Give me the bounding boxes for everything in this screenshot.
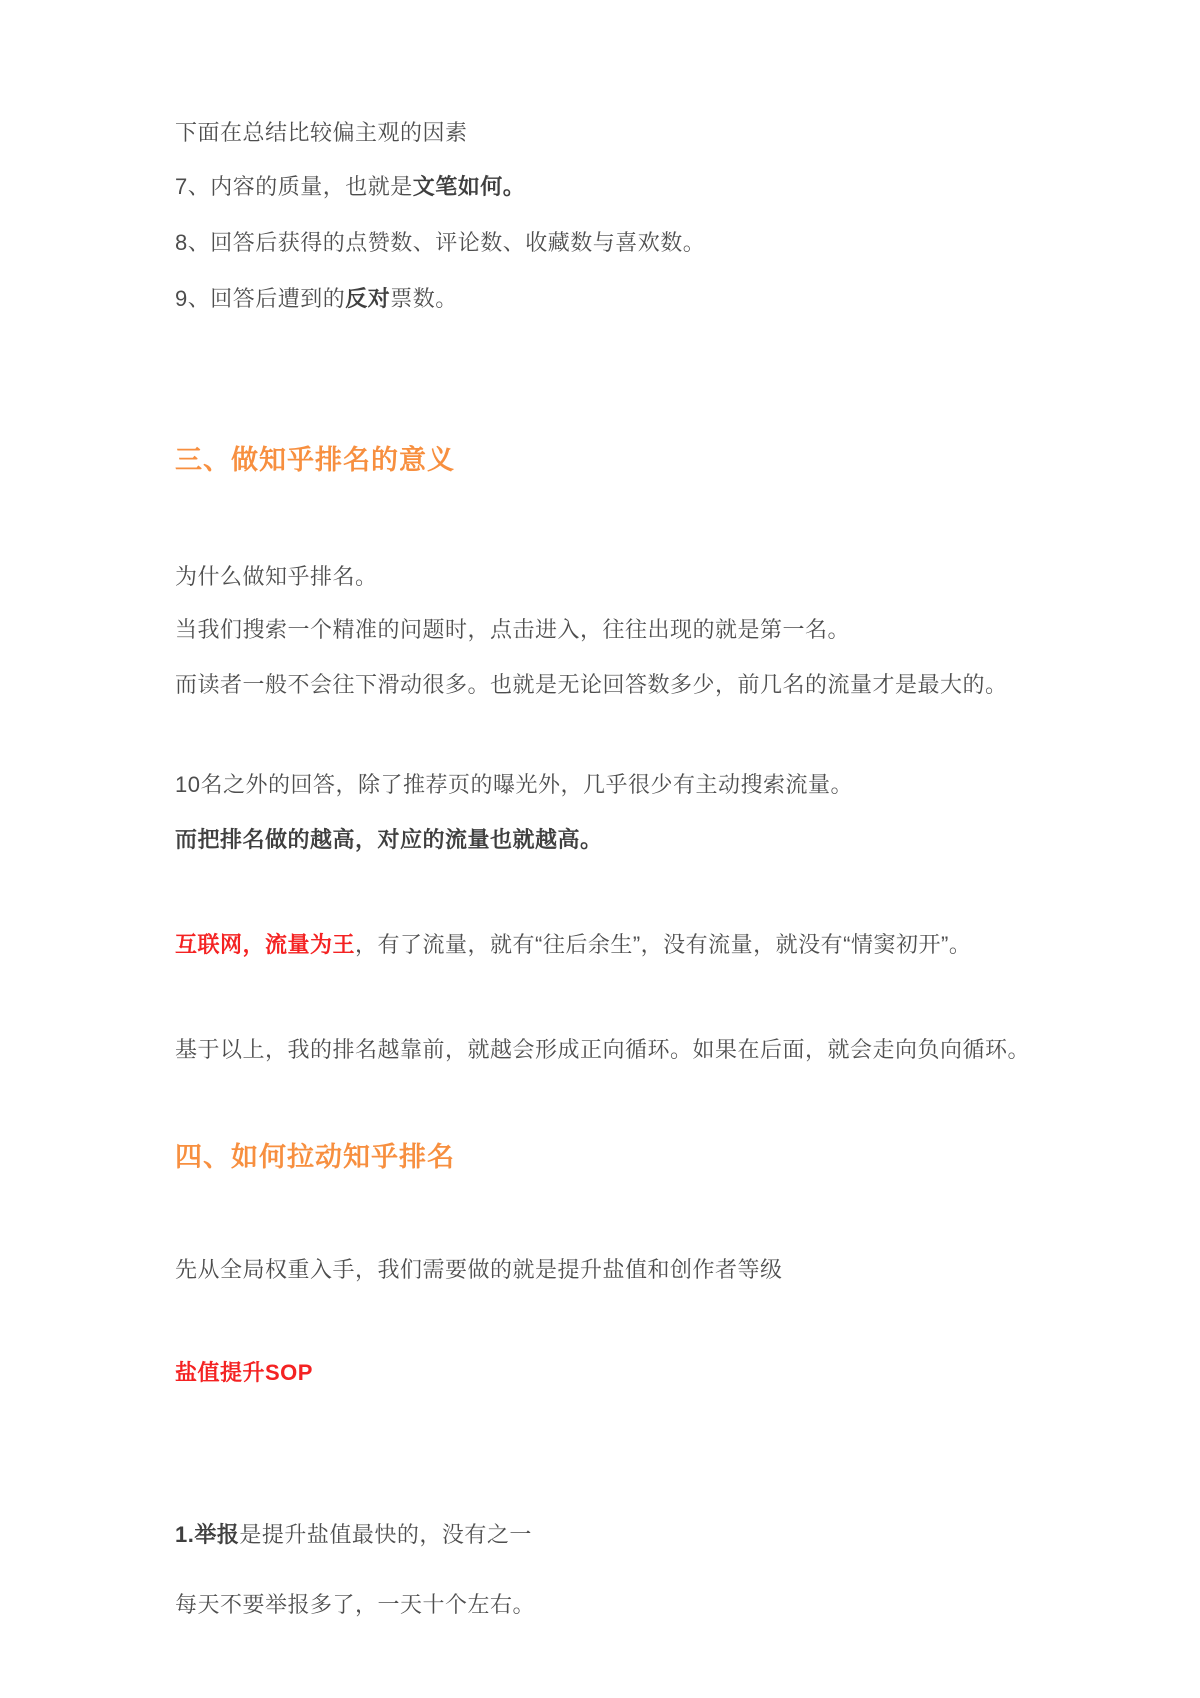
paragraph-subjective-intro <box>175 118 1130 148</box>
text-run: 下面在总结比较偏主观的因素 <box>175 120 468 145</box>
paragraph-traffic-is-king <box>175 930 1130 960</box>
paragraph-report-fastest <box>175 1520 1130 1550</box>
paragraph-higher-rank <box>175 825 1130 855</box>
list-item-9 <box>175 284 1130 314</box>
bold-text-run: 而把排名做的越高，对应的流量也就越高。 <box>175 827 603 852</box>
list-item-8 <box>175 228 1130 258</box>
text-run: 而读者一般不会往下滑动很多。也就是无论回答数多少，前几名的流量才是最大的。 <box>175 672 1008 697</box>
bold-text-run: 1.举报 <box>175 1522 240 1547</box>
text-run: 是提升盐值最快的，没有之一 <box>239 1522 532 1547</box>
section-heading-4: 四、如何拉动知乎排名 <box>175 1142 455 1172</box>
paragraph-positive-cycle <box>175 1035 1130 1065</box>
text-run: 8、回答后获得的点赞数、评论数、收藏数与喜欢数。 <box>175 230 706 255</box>
list-item-7 <box>175 172 1130 202</box>
paragraph-readers-scroll <box>175 670 1130 700</box>
text-run: 9、回答后遭到的 <box>175 286 346 311</box>
bold-text-run: 文笔如何。 <box>412 174 526 199</box>
text-run: 7、内容的质量，也就是 <box>175 174 413 199</box>
paragraph-report-limit <box>175 1590 1130 1620</box>
text-run: 基于以上，我的排名越靠前，就越会形成正向循环。如果在后面，就会走向负向循环。 <box>175 1037 1031 1062</box>
red-bold-text-run: 互联网，流量为王 <box>175 932 356 957</box>
text-run: 每天不要举报多了，一天十个左右。 <box>175 1592 536 1617</box>
text-run: 为什么做知乎排名。 <box>175 564 378 589</box>
text-run: 10名之外的回答，除了推荐页的曝光外，几乎很少有主动搜索流量。 <box>175 772 853 797</box>
section-heading-3: 三、做知乎排名的意义 <box>175 445 455 475</box>
text-run: ，有了流量，就有“往后余生”，没有流量，就没有“情窦初开”。 <box>355 932 972 957</box>
paragraph-global-weight <box>175 1255 1130 1285</box>
text-run: 当我们搜索一个精准的问题时，点击进入，往往出现的就是第一名。 <box>175 617 851 642</box>
bold-text-run: 反对 <box>345 286 391 311</box>
paragraph-salt-value-sop <box>175 1358 1130 1388</box>
paragraph-beyond-top10 <box>175 770 1130 800</box>
text-run: 票数。 <box>390 286 458 311</box>
paragraph-search-first <box>175 615 1130 645</box>
paragraph-why-ranking <box>175 562 1130 592</box>
text-run: 先从全局权重入手，我们需要做的就是提升盐值和创作者等级 <box>175 1257 783 1282</box>
red-bold-text-run: 盐值提升SOP <box>175 1360 313 1385</box>
